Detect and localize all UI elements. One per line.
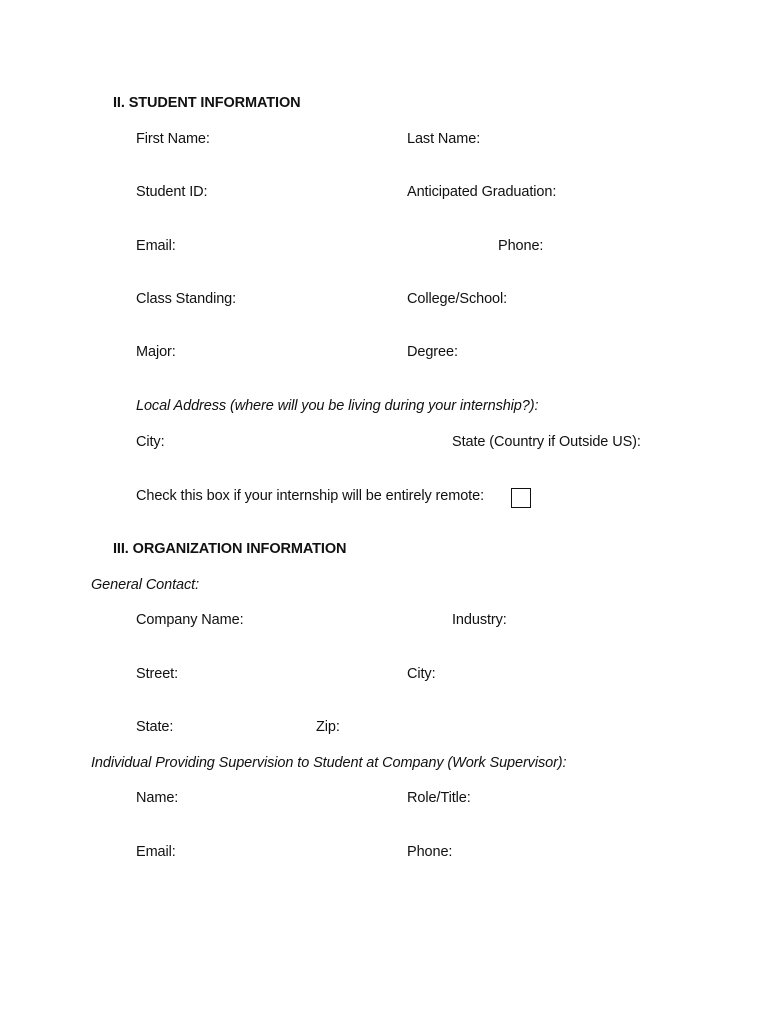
- anticipated-graduation-label: Anticipated Graduation:: [407, 184, 557, 200]
- email-label: Email:: [136, 238, 176, 254]
- remote-internship-checkbox[interactable]: [511, 488, 531, 508]
- student-city-label: City:: [136, 434, 165, 450]
- student-id-label: Student ID:: [136, 184, 208, 200]
- student-state-label: State (Country if Outside US):: [452, 434, 641, 450]
- supervisor-name-label: Name:: [136, 790, 179, 806]
- local-address-label: Local Address (where will you be living during your internship?):: [136, 398, 539, 414]
- student-info-heading: II. STUDENT INFORMATION: [113, 95, 301, 111]
- supervisor-role-title-label: Role/Title:: [407, 790, 471, 806]
- supervisor-heading: Individual Providing Supervision to Student at Company (Work Supervisor):: [91, 755, 567, 771]
- supervisor-email-label: Email:: [136, 844, 176, 860]
- degree-label: Degree:: [407, 344, 458, 360]
- zip-label: Zip:: [316, 719, 340, 735]
- org-state-label: State:: [136, 719, 174, 735]
- org-city-label: City:: [407, 666, 436, 682]
- general-contact-label: General Contact:: [91, 577, 200, 593]
- phone-label: Phone:: [498, 238, 544, 254]
- industry-label: Industry:: [452, 612, 507, 628]
- street-label: Street:: [136, 666, 179, 682]
- last-name-label: Last Name:: [407, 131, 481, 147]
- organization-info-heading: III. ORGANIZATION INFORMATION: [113, 541, 347, 557]
- college-school-label: College/School:: [407, 291, 508, 307]
- company-name-label: Company Name:: [136, 612, 244, 628]
- major-label: Major:: [136, 344, 176, 360]
- remote-checkbox-label: Check this box if your internship will be entirely remote:: [136, 488, 484, 504]
- class-standing-label: Class Standing:: [136, 291, 237, 307]
- supervisor-phone-label: Phone:: [407, 844, 453, 860]
- first-name-label: First Name:: [136, 131, 210, 147]
